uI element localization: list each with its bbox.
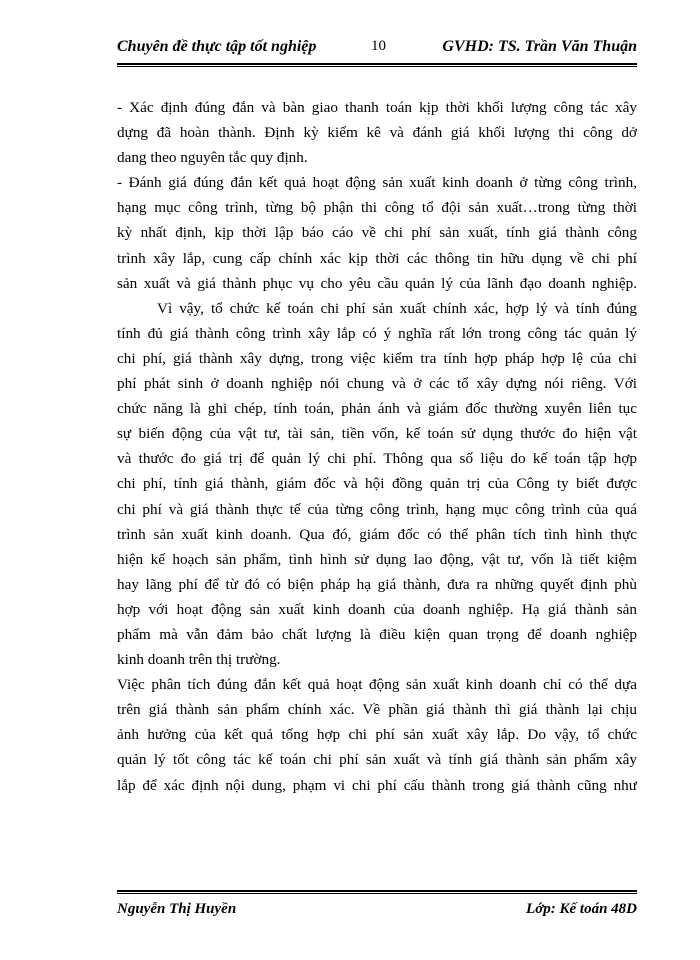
text-line: trên giá thành sản phẩm chính xác. Về phần giá thành thì giá thành lại chịu — [117, 701, 637, 719]
text-line: dang theo nguyên tắc quy định. — [117, 149, 308, 167]
text-line: lắp để xác định nội dung, phạm vi chi phí cấu thành trong giá thành cũng như — [117, 776, 637, 794]
author-name: Nguyễn Thị Huyền — [117, 901, 237, 917]
text-line: Vì vậy, tổ chức kế toán chi phí sản xuất chính xác, hợp lý và tính đúng — [157, 299, 637, 317]
text-line: sự biến động của vật tư, tài sản, tiền vốn, kế toán sử dụng thước đo hiện vật — [117, 425, 637, 443]
text-line: kỳ nhất định, kịp thời lập báo cáo về chi phí sản xuất, tính giá thành công — [117, 224, 637, 242]
text-line: phẩm mà vẫn đảm bảo chất lượng là điều kiện quan trọng để doanh nghiệp — [117, 625, 637, 643]
text-line: sản xuất và giá thành phục vụ cho yêu cầu quản lý của lãnh đạo doanh nghiệp. — [117, 274, 637, 292]
page-footer — [117, 901, 637, 925]
footer-rule-thick — [117, 890, 637, 892]
class-name: Lớp: Kế toán 48D — [526, 901, 637, 917]
text-line: trình sản xuất kinh doanh. Qua đó, giám đốc có thể phân tích tình hình thực — [117, 525, 637, 543]
text-line: - Đánh giá đúng đắn kết quả hoạt động sản xuất kinh doanh ở từng công trình, — [117, 174, 637, 192]
footer-rule-thin — [117, 893, 637, 894]
text-line: chi phí, tính giá thành, giám đốc và hội đồng quản trị của Công ty biết được — [117, 475, 637, 493]
text-line: chi phí, giá thành xây dựng, trong việc kiểm tra tính hợp pháp hợp lệ của chi — [117, 349, 637, 367]
text-line: - Xác định đúng đắn và bàn giao thanh toán kịp thời khối lượng công tác xây — [117, 99, 637, 116]
text-line: chức năng là ghi chép, tính toán, phản ánh và giám đốc thường xuyên liên tục — [117, 400, 637, 418]
text-line: trình xây lắp, cung cấp chính xác kịp thời các thông tin hữu dụng về chi phí — [117, 249, 637, 267]
text-line: hay lãng phí để từ đó có biện pháp hạ giá thành, đưa ra những quyết định phù — [117, 575, 637, 593]
text-line: phí phát sinh ở doanh nghiệp nói chung và ở các tổ xây dựng nói riêng. Với — [117, 375, 637, 393]
page-header — [117, 38, 637, 64]
text-line: ảnh hưởng của kết quả tổng hợp chi phí sản xuất xây lắp. Do vậy, tổ chức — [117, 726, 637, 744]
header-rule-thin — [117, 66, 637, 67]
text-line: Việc phân tích đúng đắn kết quả hoạt động sản xuất kinh doanh chỉ có thể dựa — [117, 676, 637, 694]
text-line: hợp với hoạt động sản xuất kinh doanh của doanh nghiệp. Hạ giá thành sản — [117, 600, 637, 618]
text-line: kinh doanh trên thị trường. — [117, 651, 281, 669]
advisor-name: GVHD: TS. Trần Văn Thuận — [442, 38, 637, 55]
text-line: hạng mục công trình, từng bộ phận thi công tổ đội sản xuất…trong từng thời — [117, 199, 637, 217]
document-title: Chuyên đề thực tập tốt nghiệp — [117, 38, 317, 55]
page-number: 10 — [371, 38, 386, 54]
text-line: tính đủ giá thành công trình xây lắp có ý nghĩa rất lớn trong công tác quản lý — [117, 324, 637, 342]
text-line: và thước đo giá trị để quản lý chi phí. Thông qua số liệu do kế toán tập hợp — [117, 450, 637, 468]
text-line: dựng đã hoàn thành. Định kỳ kiểm kê và đánh giá khối lượng thi công dở — [117, 124, 637, 142]
header-rule-thick — [117, 63, 637, 65]
text-line: chi phí và giá thành thực tế của từng công trình, hạng mục công trình của quá — [117, 500, 637, 518]
text-line: hiện kế hoạch sản phẩm, tình hình sử dụng lao động, vật tư, vốn là tiết kiệm — [117, 550, 637, 568]
text-line: quản lý tốt công tác kế toán chi phí sản xuất và tính giá thành sản phẩm xây — [117, 751, 637, 769]
body-text — [117, 95, 637, 798]
